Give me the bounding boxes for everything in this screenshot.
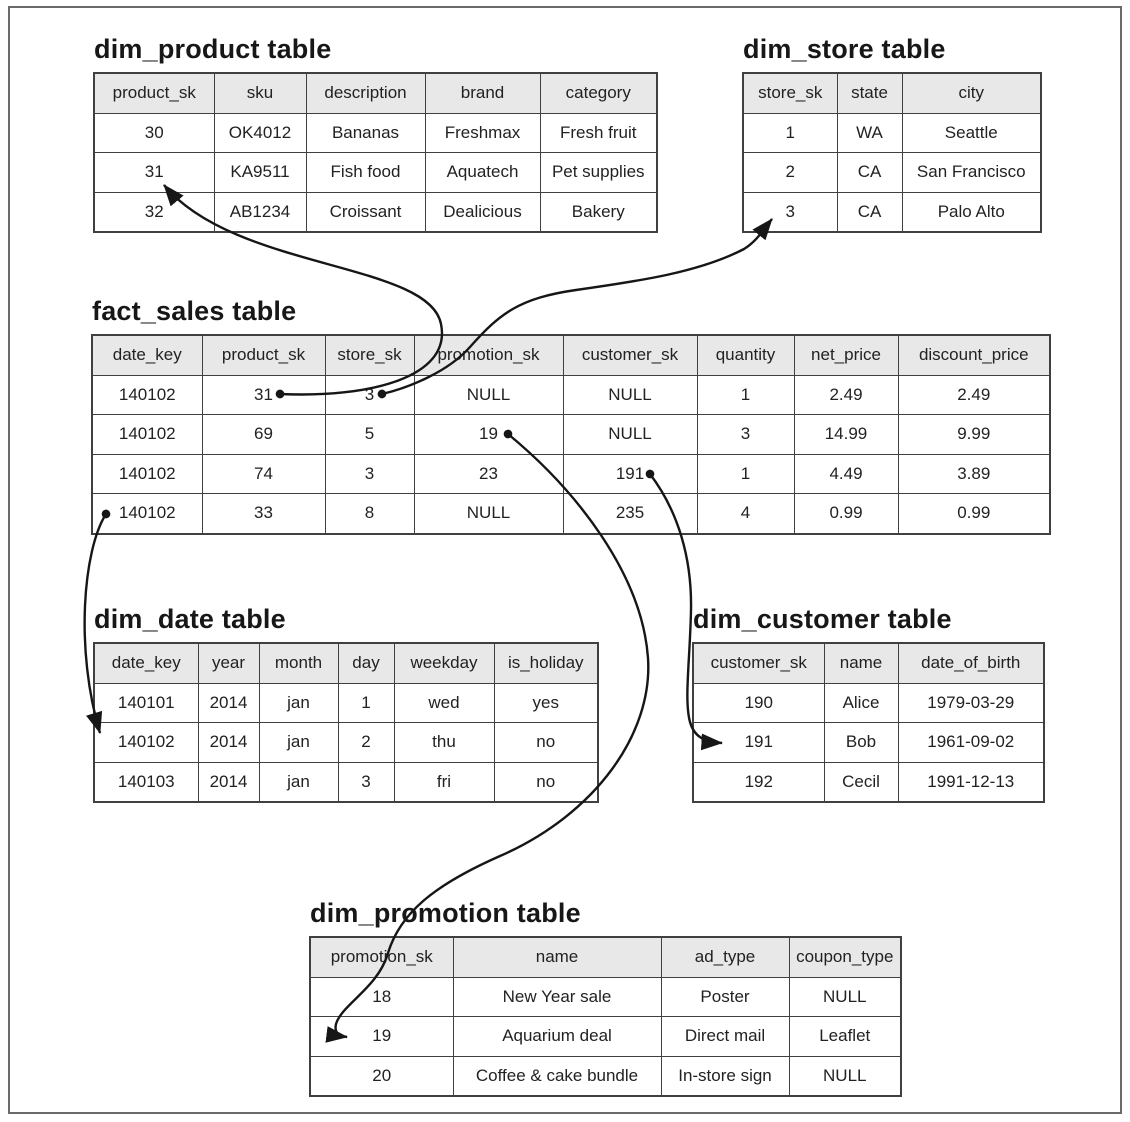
- table-cell: 192: [693, 762, 824, 802]
- table-cell: 3: [325, 375, 414, 415]
- table-cell: Seattle: [902, 113, 1041, 153]
- table-title-dim-product: dim_product table: [94, 34, 332, 64]
- fact-sales-grid: [91, 334, 1051, 535]
- table-cell: Dealicious: [425, 192, 540, 232]
- table-cell: 31: [94, 153, 214, 193]
- column-header: year: [198, 643, 259, 683]
- table-cell: 3: [325, 454, 414, 494]
- column-header: promotion_sk: [310, 937, 453, 977]
- table-cell: 2014: [198, 762, 259, 802]
- table-cell: 3.89: [898, 454, 1050, 494]
- dim-product-grid: [93, 72, 658, 233]
- column-header: customer_sk: [563, 335, 697, 375]
- table-cell: 2.49: [898, 375, 1050, 415]
- table-cell: NULL: [414, 494, 563, 534]
- table-cell: 4: [697, 494, 794, 534]
- table-dim-product: [93, 34, 658, 233]
- table-cell: 18: [310, 977, 453, 1017]
- header-row: [693, 643, 1044, 683]
- table-row: [92, 494, 1050, 534]
- table-cell: Bakery: [540, 192, 657, 232]
- table-cell: 1: [697, 375, 794, 415]
- table-cell: 30: [94, 113, 214, 153]
- column-header: weekday: [394, 643, 494, 683]
- table-cell: Aquatech: [425, 153, 540, 193]
- table-row: [310, 1056, 901, 1096]
- table-cell: 140102: [92, 494, 202, 534]
- table-row: [92, 454, 1050, 494]
- table-cell: 1961-09-02: [898, 723, 1044, 763]
- column-header: coupon_type: [789, 937, 901, 977]
- header-row: [743, 73, 1041, 113]
- table-cell: NULL: [789, 977, 901, 1017]
- table-cell: 23: [414, 454, 563, 494]
- column-header: ad_type: [661, 937, 789, 977]
- column-header: product_sk: [202, 335, 325, 375]
- header-row: [94, 73, 657, 113]
- column-header: day: [338, 643, 394, 683]
- table-row: [310, 1017, 901, 1057]
- table-cell: jan: [259, 723, 338, 763]
- table-cell: Freshmax: [425, 113, 540, 153]
- table-cell: 9.99: [898, 415, 1050, 455]
- table-cell: 3: [743, 192, 837, 232]
- column-header: sku: [214, 73, 306, 113]
- column-header: store_sk: [325, 335, 414, 375]
- table-dim-promotion: [309, 898, 902, 1097]
- table-cell: 1991-12-13: [898, 762, 1044, 802]
- table-cell: 19: [310, 1017, 453, 1057]
- table-cell: Fish food: [306, 153, 425, 193]
- dim-date-grid: [93, 642, 599, 803]
- table-cell: 2014: [198, 723, 259, 763]
- table-cell: 190: [693, 683, 824, 723]
- column-header: name: [824, 643, 898, 683]
- table-title-fact-sales: fact_sales table: [92, 296, 297, 326]
- table-cell: 1: [743, 113, 837, 153]
- table-cell: NULL: [563, 375, 697, 415]
- table-cell: OK4012: [214, 113, 306, 153]
- column-header: is_holiday: [494, 643, 598, 683]
- table-cell: 140102: [92, 454, 202, 494]
- column-header: customer_sk: [693, 643, 824, 683]
- table-row: [94, 683, 598, 723]
- table-cell: 4.49: [794, 454, 898, 494]
- table-cell: 32: [94, 192, 214, 232]
- table-cell: fri: [394, 762, 494, 802]
- table-cell: NULL: [414, 375, 563, 415]
- table-cell: 2: [338, 723, 394, 763]
- table-cell: 1979-03-29: [898, 683, 1044, 723]
- table-cell: In-store sign: [661, 1056, 789, 1096]
- table-fact-sales: [91, 296, 1051, 535]
- table-cell: 140102: [92, 375, 202, 415]
- table-cell: 2.49: [794, 375, 898, 415]
- table-cell: 69: [202, 415, 325, 455]
- table-cell: 0.99: [898, 494, 1050, 534]
- table-cell: San Francisco: [902, 153, 1041, 193]
- column-header: discount_price: [898, 335, 1050, 375]
- table-row: [743, 192, 1041, 232]
- table-cell: 191: [693, 723, 824, 763]
- header-row: [94, 643, 598, 683]
- table-cell: 235: [563, 494, 697, 534]
- column-header: city: [902, 73, 1041, 113]
- table-cell: Palo Alto: [902, 192, 1041, 232]
- table-cell: Poster: [661, 977, 789, 1017]
- table-row: [92, 415, 1050, 455]
- header-row: [310, 937, 901, 977]
- table-dim-customer: [692, 604, 1045, 803]
- table-cell: 3: [697, 415, 794, 455]
- column-header: quantity: [697, 335, 794, 375]
- table-row: [92, 375, 1050, 415]
- table-cell: no: [494, 762, 598, 802]
- table-cell: 140102: [92, 415, 202, 455]
- table-cell: yes: [494, 683, 598, 723]
- table-title-dim-store: dim_store table: [743, 34, 946, 64]
- table-row: [94, 192, 657, 232]
- table-row: [693, 683, 1044, 723]
- table-cell: jan: [259, 762, 338, 802]
- table-cell: Direct mail: [661, 1017, 789, 1057]
- column-header: date_of_birth: [898, 643, 1044, 683]
- table-cell: KA9511: [214, 153, 306, 193]
- column-header: name: [453, 937, 661, 977]
- column-header: category: [540, 73, 657, 113]
- table-cell: Alice: [824, 683, 898, 723]
- column-header: month: [259, 643, 338, 683]
- column-header: store_sk: [743, 73, 837, 113]
- table-cell: 74: [202, 454, 325, 494]
- table-row: [310, 977, 901, 1017]
- table-row: [743, 153, 1041, 193]
- table-cell: wed: [394, 683, 494, 723]
- table-cell: 33: [202, 494, 325, 534]
- table-cell: 14.99: [794, 415, 898, 455]
- table-cell: 191: [563, 454, 697, 494]
- table-cell: AB1234: [214, 192, 306, 232]
- table-cell: 140101: [94, 683, 198, 723]
- table-cell: 140102: [94, 723, 198, 763]
- table-cell: 2014: [198, 683, 259, 723]
- table-cell: 31: [202, 375, 325, 415]
- table-dim-store: [742, 34, 1042, 233]
- column-header: product_sk: [94, 73, 214, 113]
- table-row: [94, 153, 657, 193]
- table-row: [94, 723, 598, 763]
- table-title-dim-promotion: dim_promotion table: [310, 898, 581, 928]
- dim-store-grid: [742, 72, 1042, 233]
- table-row: [743, 113, 1041, 153]
- table-cell: 19: [414, 415, 563, 455]
- table-cell: no: [494, 723, 598, 763]
- dim-customer-grid: [692, 642, 1045, 803]
- table-cell: Bananas: [306, 113, 425, 153]
- column-header: description: [306, 73, 425, 113]
- table-row: [94, 113, 657, 153]
- column-header: net_price: [794, 335, 898, 375]
- column-header: brand: [425, 73, 540, 113]
- column-header: promotion_sk: [414, 335, 563, 375]
- table-cell: WA: [837, 113, 902, 153]
- table-cell: Croissant: [306, 192, 425, 232]
- table-cell: CA: [837, 192, 902, 232]
- dim-promotion-grid: [309, 936, 902, 1097]
- table-cell: NULL: [563, 415, 697, 455]
- table-cell: 140103: [94, 762, 198, 802]
- table-cell: 2: [743, 153, 837, 193]
- table-title-dim-date: dim_date table: [94, 604, 286, 634]
- table-cell: 3: [338, 762, 394, 802]
- table-cell: 1: [697, 454, 794, 494]
- table-cell: Bob: [824, 723, 898, 763]
- table-cell: NULL: [789, 1056, 901, 1096]
- table-cell: Pet supplies: [540, 153, 657, 193]
- table-cell: thu: [394, 723, 494, 763]
- table-cell: Coffee & cake bundle: [453, 1056, 661, 1096]
- table-row: [94, 762, 598, 802]
- column-header: date_key: [92, 335, 202, 375]
- table-cell: 1: [338, 683, 394, 723]
- table-cell: 0.99: [794, 494, 898, 534]
- column-header: date_key: [94, 643, 198, 683]
- table-cell: 5: [325, 415, 414, 455]
- table-cell: New Year sale: [453, 977, 661, 1017]
- table-cell: jan: [259, 683, 338, 723]
- table-cell: 20: [310, 1056, 453, 1096]
- table-cell: Leaflet: [789, 1017, 901, 1057]
- table-cell: CA: [837, 153, 902, 193]
- table-cell: Aquarium deal: [453, 1017, 661, 1057]
- table-cell: Cecil: [824, 762, 898, 802]
- table-cell: Fresh fruit: [540, 113, 657, 153]
- table-row: [693, 723, 1044, 763]
- column-header: state: [837, 73, 902, 113]
- header-row: [92, 335, 1050, 375]
- table-title-dim-customer: dim_customer table: [693, 604, 952, 634]
- table-dim-date: [93, 604, 599, 803]
- table-cell: 8: [325, 494, 414, 534]
- table-row: [693, 762, 1044, 802]
